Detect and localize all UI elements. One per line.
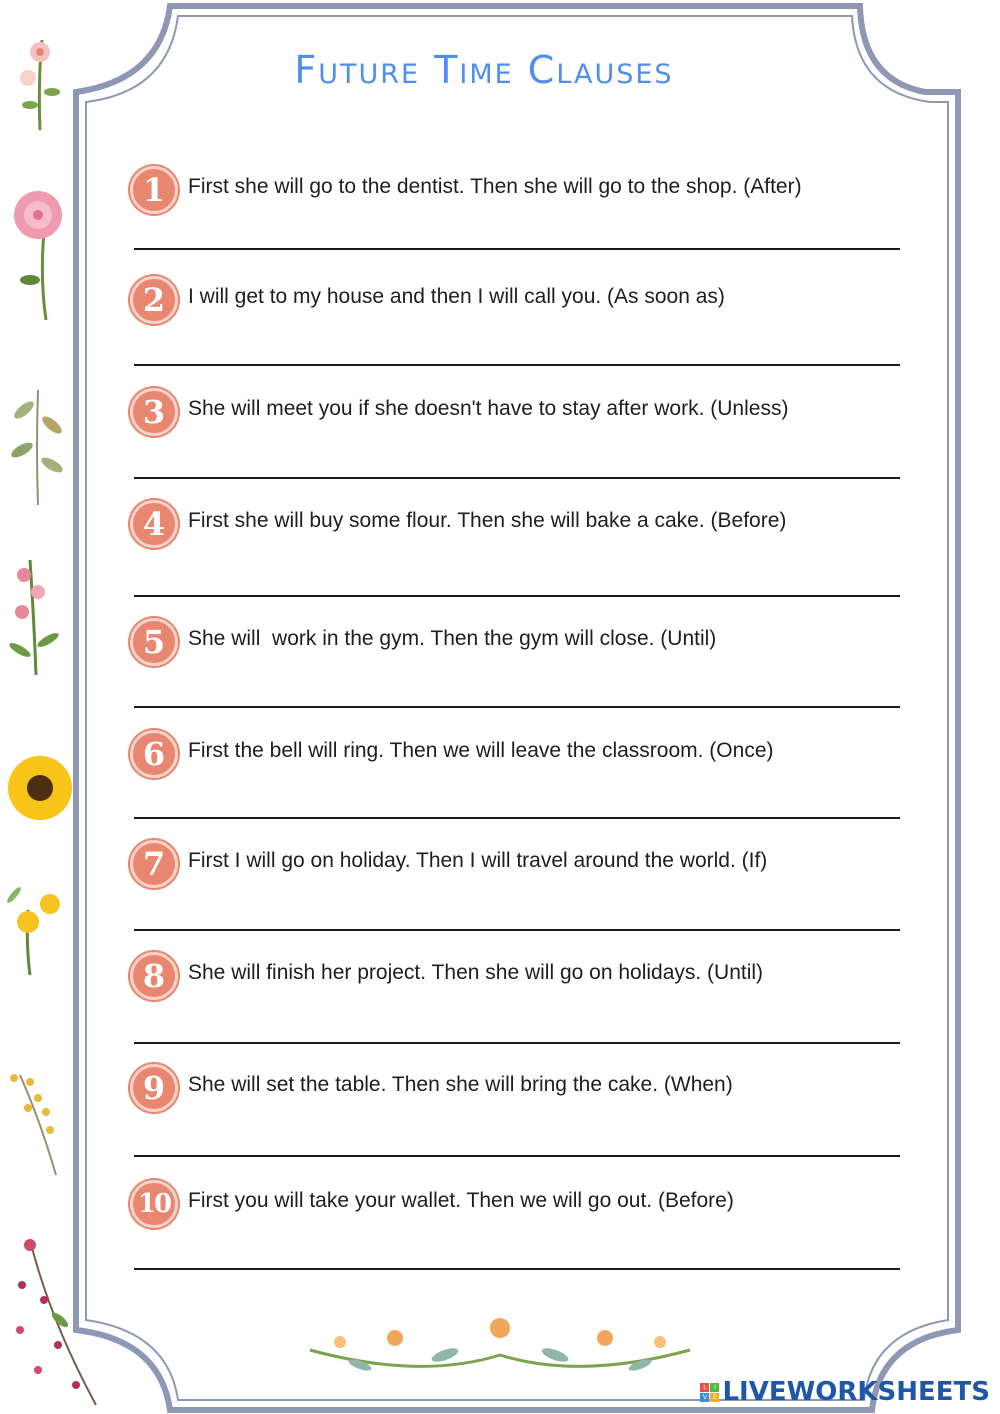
worksheet-title: Future Time Clauses	[294, 48, 674, 92]
answer-line[interactable]	[134, 929, 900, 931]
flower-dahlia-icon	[14, 191, 62, 320]
answer-line[interactable]	[134, 477, 900, 479]
exercise-sentence: She will work in the gym. Then the gym will close. (Until)	[188, 627, 717, 650]
exercise-item-6	[130, 730, 910, 830]
answer-line[interactable]	[134, 248, 900, 250]
number-badge: 7	[130, 840, 178, 888]
exercise-item-3	[130, 388, 910, 488]
sunflower-icon	[8, 756, 72, 820]
exercise-item-4	[130, 500, 910, 600]
flower-yellow-icon	[5, 885, 60, 975]
exercise-sentence: First I will go on holiday. Then I will travel around the world. (If)	[188, 849, 768, 872]
exercise-item-7	[130, 840, 910, 940]
answer-line[interactable]	[134, 1268, 900, 1270]
number-badge: 2	[130, 276, 178, 324]
exercise-sentence: First she will go to the dentist. Then she will go to the shop. (After)	[188, 175, 802, 198]
floral-garland-icon	[310, 1318, 690, 1373]
number-badge: 1	[130, 166, 178, 214]
liveworksheets-logo-icon: L I V E	[700, 1383, 719, 1402]
exercise-sentence: I will get to my house and then I will call you. (As soon as)	[188, 285, 725, 308]
answer-line[interactable]	[134, 706, 900, 708]
exercise-sentence: First the bell will ring. Then we will leave the classroom. (Once)	[188, 739, 774, 762]
exercise-sentence: She will meet you if she doesn't have to stay after work. (Unless)	[188, 397, 789, 420]
answer-line[interactable]	[134, 1042, 900, 1044]
exercise-item-9	[130, 1064, 910, 1164]
number-badge: 10	[130, 1180, 178, 1228]
watermark-text: LIVEWORKSHEETS	[722, 1377, 990, 1407]
number-badge: 5	[130, 618, 178, 666]
number-badge: 3	[130, 388, 178, 436]
answer-line[interactable]	[134, 817, 900, 819]
exercise-item-10	[130, 1180, 910, 1280]
exercise-item-8	[130, 952, 910, 1052]
answer-line[interactable]	[134, 364, 900, 366]
flower-snapdragon-icon	[8, 560, 61, 675]
exercise-sentence: She will finish her project. Then she will go on holidays. (Until)	[188, 961, 764, 984]
leaf-branch-icon	[9, 390, 65, 505]
answer-line[interactable]	[134, 595, 900, 597]
flower-mimosa-icon	[10, 1074, 56, 1175]
number-badge: 6	[130, 730, 178, 778]
liveworksheets-watermark[interactable]	[700, 1378, 990, 1406]
exercise-sentence: First she will buy some flour. Then she will bake a cake. (Before)	[188, 509, 787, 532]
exercise-item-2	[130, 276, 910, 376]
number-badge: 8	[130, 952, 178, 1000]
number-badge: 9	[130, 1064, 178, 1112]
exercise-item-5	[130, 618, 910, 718]
exercise-sentence: She will set the table. Then she will bring the cake. (When)	[188, 1073, 733, 1096]
flower-berries-icon	[16, 1239, 96, 1405]
number-badge: 4	[130, 500, 178, 548]
answer-line[interactable]	[134, 1155, 900, 1157]
exercise-item-1	[130, 166, 910, 266]
exercise-sentence: First you will take your wallet. Then we will go out. (Before)	[188, 1189, 734, 1212]
